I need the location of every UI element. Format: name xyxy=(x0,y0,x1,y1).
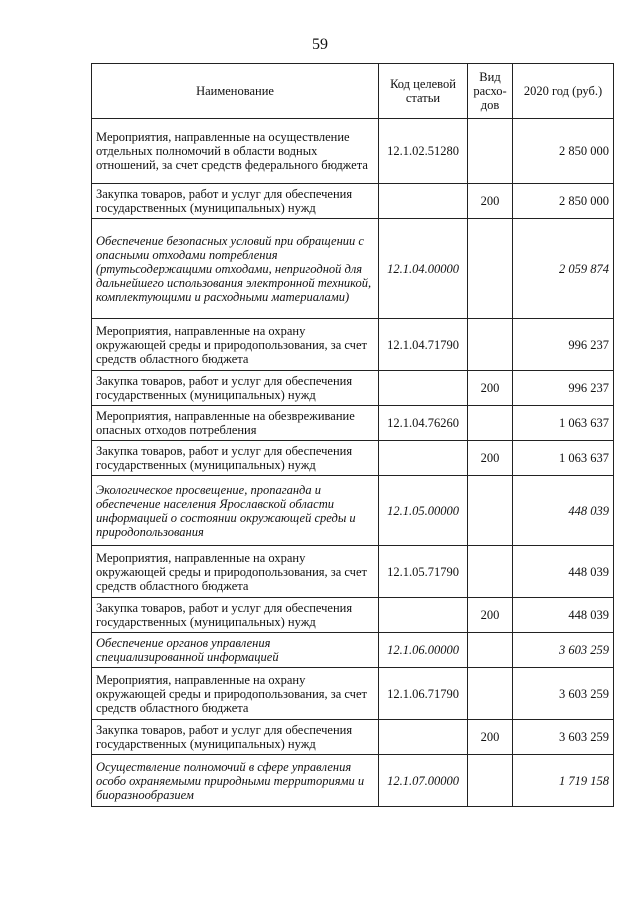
row-code-cell xyxy=(379,371,468,406)
table-row xyxy=(92,219,614,319)
table-row xyxy=(92,668,614,720)
row-code-cell: 12.1.04.71790 xyxy=(379,319,468,371)
row-code-cell xyxy=(379,720,468,755)
header-kind: Вид расхо-дов xyxy=(468,64,513,119)
row-amount-cell: 996 237 xyxy=(513,371,614,406)
page-number: 59 xyxy=(312,36,328,53)
row-code-cell: 12.1.04.76260 xyxy=(379,406,468,441)
row-code-cell xyxy=(379,184,468,219)
row-name-cell: Закупка товаров, работ и услуг для обеспечения государственных (муниципальных) нужд xyxy=(92,720,379,755)
row-amount-cell: 1 063 637 xyxy=(513,441,614,476)
table-row xyxy=(92,755,614,807)
table-row xyxy=(92,633,614,668)
row-kind-cell xyxy=(468,755,513,807)
table-row xyxy=(92,441,614,476)
row-amount-cell: 996 237 xyxy=(513,319,614,371)
row-kind-cell: 200 xyxy=(468,184,513,219)
table-row xyxy=(92,476,614,546)
table-row xyxy=(92,720,614,755)
row-name-cell: Обеспечение органов управления специализированной информацией xyxy=(92,633,379,668)
table-row xyxy=(92,119,614,184)
row-kind-cell xyxy=(468,119,513,184)
row-amount-cell: 3 603 259 xyxy=(513,720,614,755)
row-code-cell: 12.1.06.71790 xyxy=(379,668,468,720)
row-name-cell: Мероприятия, направленные на осуществление отдельных полномочий в области водных отношений, за счет средств федерального бюджета xyxy=(92,119,379,184)
row-name-cell: Закупка товаров, работ и услуг для обеспечения государственных (муниципальных) нужд xyxy=(92,371,379,406)
row-name-cell: Закупка товаров, работ и услуг для обеспечения государственных (муниципальных) нужд xyxy=(92,441,379,476)
row-amount-cell: 3 603 259 xyxy=(513,668,614,720)
row-kind-cell xyxy=(468,319,513,371)
row-amount-cell: 1 719 158 xyxy=(513,755,614,807)
row-name-cell: Мероприятия, направленные на охрану окружающей среды и природопользования, за счет средств областного бюджета xyxy=(92,546,379,598)
row-code-cell: 12.1.05.00000 xyxy=(379,476,468,546)
table-row xyxy=(92,371,614,406)
row-kind-cell xyxy=(468,476,513,546)
row-code-cell xyxy=(379,441,468,476)
table-row xyxy=(92,598,614,633)
row-kind-cell xyxy=(468,546,513,598)
table-row xyxy=(92,546,614,598)
row-amount-cell: 448 039 xyxy=(513,546,614,598)
header-code: Код целевой статьи xyxy=(379,64,468,119)
row-amount-cell: 448 039 xyxy=(513,598,614,633)
row-code-cell: 12.1.05.71790 xyxy=(379,546,468,598)
row-code-cell: 12.1.04.00000 xyxy=(379,219,468,319)
row-kind-cell: 200 xyxy=(468,598,513,633)
row-kind-cell: 200 xyxy=(468,441,513,476)
row-amount-cell: 2 850 000 xyxy=(513,184,614,219)
row-kind-cell xyxy=(468,406,513,441)
row-name-cell: Мероприятия, направленные на охрану окружающей среды и природопользования, за счет средств областного бюджета xyxy=(92,668,379,720)
row-amount-cell: 448 039 xyxy=(513,476,614,546)
table-row xyxy=(92,406,614,441)
table-row xyxy=(92,319,614,371)
row-kind-cell: 200 xyxy=(468,720,513,755)
row-code-cell: 12.1.07.00000 xyxy=(379,755,468,807)
row-name-cell: Обеспечение безопасных условий при обращении с опасными отходами потребления (ртутьсодержащими отходами, непригодной для дальнейшего использования электронной техникой, комплектующими и расходными материалами) xyxy=(92,219,379,319)
row-name-cell: Закупка товаров, работ и услуг для обеспечения государственных (муниципальных) нужд xyxy=(92,598,379,633)
row-amount-cell: 1 063 637 xyxy=(513,406,614,441)
row-name-cell: Осуществление полномочий в сфере управления особо охраняемыми природными территориями и биоразнообразием xyxy=(92,755,379,807)
row-amount-cell: 2 059 874 xyxy=(513,219,614,319)
table-body xyxy=(92,119,614,807)
row-name-cell: Мероприятия, направленные на охрану окружающей среды и природопользования, за счет средств областного бюджета xyxy=(92,319,379,371)
row-code-cell xyxy=(379,598,468,633)
row-kind-cell xyxy=(468,668,513,720)
row-amount-cell: 3 603 259 xyxy=(513,633,614,668)
row-kind-cell xyxy=(468,219,513,319)
table-header-row xyxy=(92,64,614,119)
row-name-cell: Закупка товаров, работ и услуг для обеспечения государственных (муниципальных) нужд xyxy=(92,184,379,219)
row-kind-cell: 200 xyxy=(468,371,513,406)
row-kind-cell xyxy=(468,633,513,668)
header-name: Наименование xyxy=(92,64,379,119)
row-code-cell: 12.1.02.51280 xyxy=(379,119,468,184)
header-amount: 2020 год (руб.) xyxy=(513,64,614,119)
budget-table xyxy=(91,63,614,807)
row-name-cell: Мероприятия, направленные на обезвреживание опасных отходов потребления xyxy=(92,406,379,441)
row-amount-cell: 2 850 000 xyxy=(513,119,614,184)
table-row xyxy=(92,184,614,219)
row-name-cell: Экологическое просвещение, пропаганда и обеспечение населения Ярославской области информацией о состоянии окружающей среды и природопользования xyxy=(92,476,379,546)
row-code-cell: 12.1.06.00000 xyxy=(379,633,468,668)
